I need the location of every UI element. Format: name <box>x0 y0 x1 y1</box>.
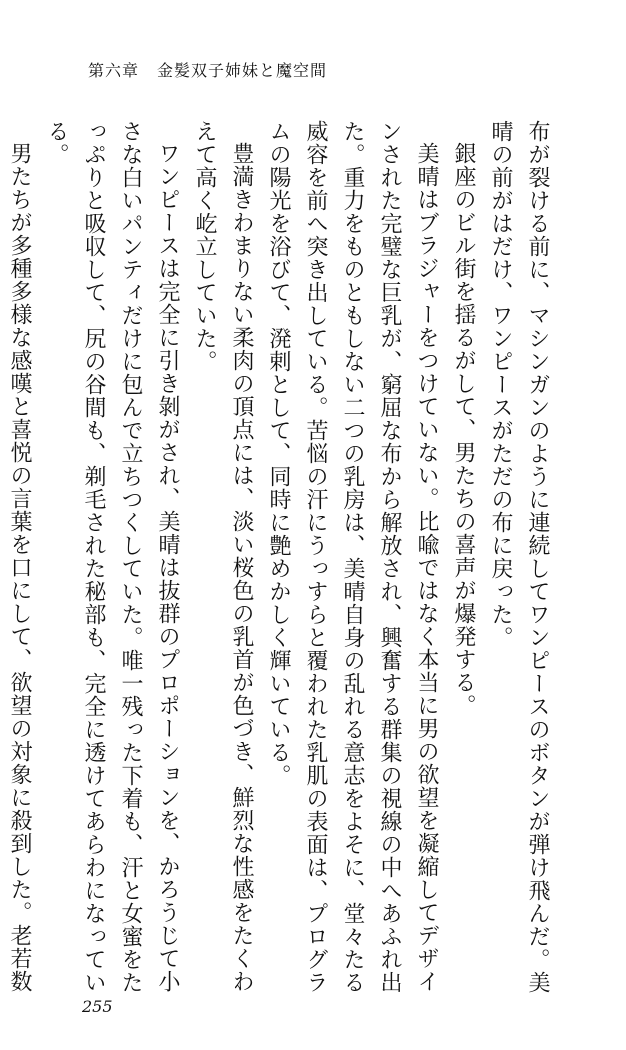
paragraph: 男たちが多種多様な感嘆と喜悦の言葉を口にして、欲望の対象に殺到した。老若数 <box>7 142 32 993</box>
chapter-title: 金髪双子姉妹と魔空間 <box>157 61 328 80</box>
paragraph: 布が裂ける前に、マシンガンのように連続してワンピースのボタンが弾け飛んだ。美晴の前がはだけ、ワンピースがただの布に戻った。 <box>488 120 550 994</box>
paragraph: ワンピースは完全に引き剝がされ、美晴は抜群のプロポーションを、かろうじて小さな白いパンティだけに包んで立ちつくしていた。唯一残った下着も、汗と女蜜をたっぷりと吸収して、尻の谷間も、剃毛された秘部も、完全に透けてあらわになっている。 <box>44 120 180 994</box>
body-text <box>7 120 556 1000</box>
running-head <box>88 58 327 81</box>
paragraph: 豊満きわまりない柔肉の頂点には、淡い桜色の乳首が色づき、鮮烈な性感をたくわえて高く屹立していた。 <box>192 120 254 993</box>
page-number: 255 <box>82 997 113 1016</box>
chapter-label: 第六章 <box>88 61 140 80</box>
paragraph: 銀座のビル街を揺るがして、男たちの喜声が爆発する。 <box>451 142 476 717</box>
paragraph: 美晴はブラジャーをつけていない。比喩ではなく本当に男の欲望を凝縮してデザインされた完璧な巨乳が、窮屈な布から解放され、興奮する群集の視線の中へあふれ出た。重力をものともしない二つの乳房は、美晴自身の乱れる意志をよそに、堂々たる威容を前へ突き出している。苦悩の汗にうっすらと覆われた乳肌の表面は、プログラムの陽光を浴びて、溌剌として、同時に艶めかしく輝いている。 <box>266 120 439 994</box>
